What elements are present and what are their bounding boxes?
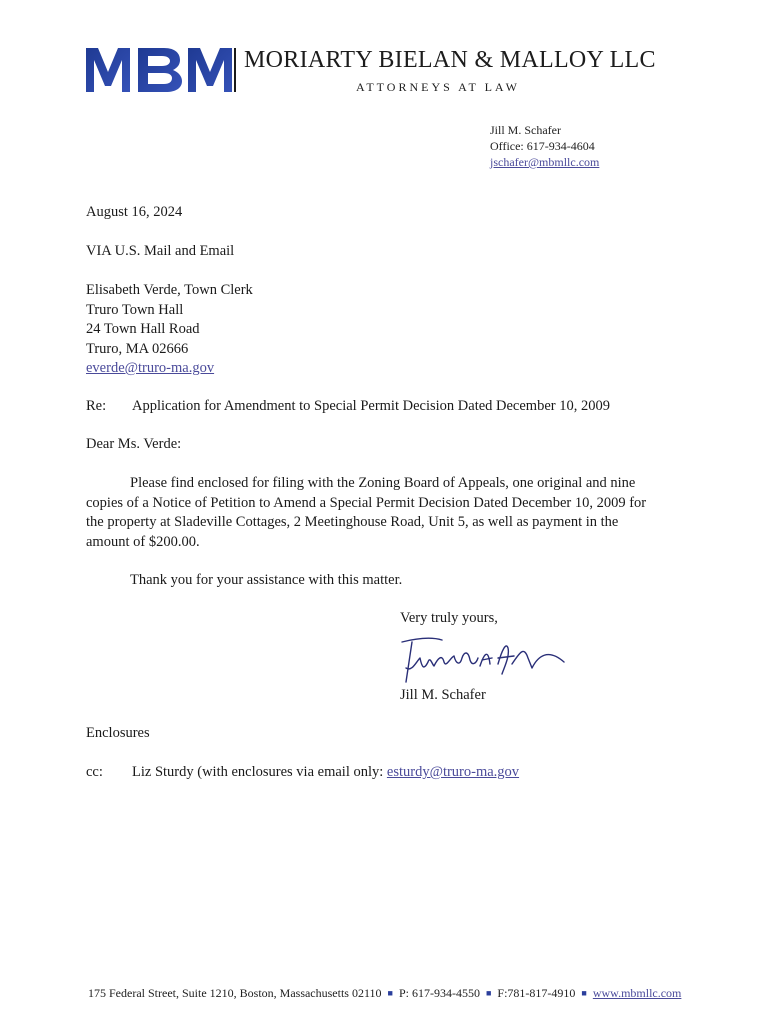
sender-email-link[interactable]: jschafer@mbmllc.com [490, 155, 600, 169]
cc-email-link[interactable]: esturdy@truro-ma.gov [386, 764, 520, 780]
enclosures-note: Enclosures [86, 725, 150, 741]
re-subject: Application for Amendment to Special Permit Decision Dated December 10, 2009 [132, 398, 610, 414]
valediction: Very truly yours, [400, 610, 498, 626]
separator-square-icon: ■ [387, 988, 393, 998]
separator-square-icon: ■ [581, 988, 587, 998]
recipient-line: Truro, MA 02666 [86, 340, 189, 357]
cc-label: cc: [86, 764, 103, 780]
cc-line [86, 763, 519, 783]
recipient-email-link[interactable]: everde@truro-ma.gov [86, 360, 215, 376]
footer-address: 175 Federal Street, Suite 1210, Boston, Massachusetts 02110 [88, 986, 382, 1000]
letterhead-footer [88, 986, 708, 1001]
cc-text: Liz Sturdy (with enclosures via email only: [132, 764, 387, 780]
body-paragraph-2: Thank you for your assistance with this matter. [130, 572, 403, 588]
recipient-line: 24 Town Hall Road [86, 321, 200, 337]
recipient-line: Truro Town Hall [86, 301, 184, 318]
separator-square-icon: ■ [485, 988, 492, 998]
signer-name: Jill M. Schafer [400, 687, 486, 703]
salutation: Dear Ms. Verde: [86, 436, 182, 452]
footer-fax: F:781-817-4910 [497, 986, 576, 1000]
footer-website-link[interactable]: www.mbmllc.com [592, 986, 682, 1000]
body-paragraph-1 [86, 474, 646, 552]
body-line: Please find enclosed for filing with the Zoning Board of Appeals, one original and nine [130, 475, 636, 491]
handwritten-signature [398, 628, 568, 688]
recipient-address [86, 281, 253, 379]
body-line: the property at Sladeville Cottages, 2 Meetinghouse Road, Unit 5, as well as payment in the [86, 514, 619, 530]
body-line: amount of $200.00. [86, 533, 200, 550]
sender-block [490, 122, 599, 170]
re-line [86, 397, 610, 417]
delivery-method: VIA U.S. Mail and Email [86, 243, 235, 259]
firm-name: MORIARTY BIELAN & MALLOY LLC [244, 47, 656, 73]
recipient-line: Elisabeth Verde, Town Clerk [86, 282, 253, 298]
firm-logo [84, 46, 236, 94]
re-label: Re: [86, 398, 107, 414]
sender-name: Jill M. Schafer [490, 123, 561, 137]
sender-office-phone: Office: 617-934-4604 [490, 139, 595, 153]
firm-subtitle: ATTORNEYS AT LAW [356, 80, 520, 94]
letter-date: August 16, 2024 [86, 204, 183, 220]
body-line: copies of a Notice of Petition to Amend a Special Permit Decision Dated December 10, 2009 for [86, 494, 647, 511]
footer-phone: P: 617-934-4550 [398, 986, 480, 1000]
